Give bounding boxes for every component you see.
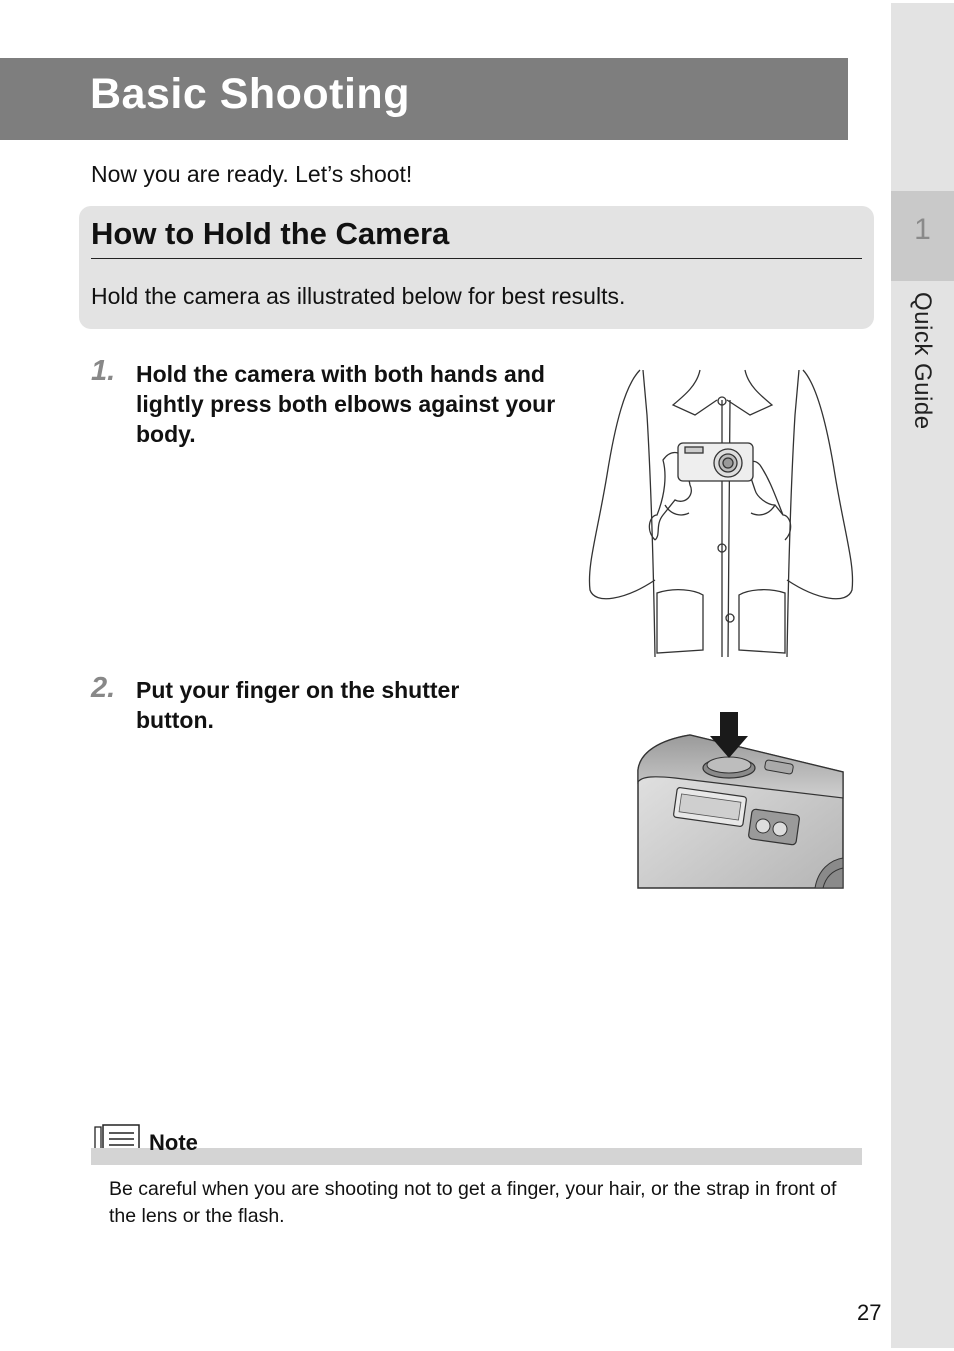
chapter-number: 1	[914, 213, 931, 246]
page-title: Basic Shooting	[90, 70, 410, 118]
section-description: Hold the camera as illustrated below for best results.	[91, 283, 626, 309]
chapter-tab	[891, 191, 954, 281]
section-box	[79, 206, 874, 329]
holding-camera-illustration	[585, 365, 857, 657]
side-label-text: Quick Guide	[909, 292, 936, 430]
side-label	[908, 292, 936, 492]
side-tab	[891, 3, 954, 1348]
section-divider	[91, 258, 862, 259]
note-label: Note	[149, 1130, 198, 1155]
title-bar	[0, 58, 848, 140]
step-1-number: 1.	[91, 355, 116, 387]
note-text: Be careful when you are shooting not to get a finger, your hair, or the strap in front of the lens or the flash.	[109, 1178, 837, 1227]
page-number: 27	[857, 1300, 882, 1325]
note-bar	[91, 1148, 862, 1165]
step-1-text: Hold the camera with both hands and lightly press both elbows against your body.	[136, 361, 556, 447]
section-title: How to Hold the Camera	[91, 216, 450, 251]
step-2-text: Put your finger on the shutter button.	[136, 677, 460, 733]
intro-text: Now you are ready. Let’s shoot!	[91, 161, 413, 187]
step-2-number: 2.	[91, 672, 116, 704]
shutter-button-illustration	[630, 710, 846, 890]
